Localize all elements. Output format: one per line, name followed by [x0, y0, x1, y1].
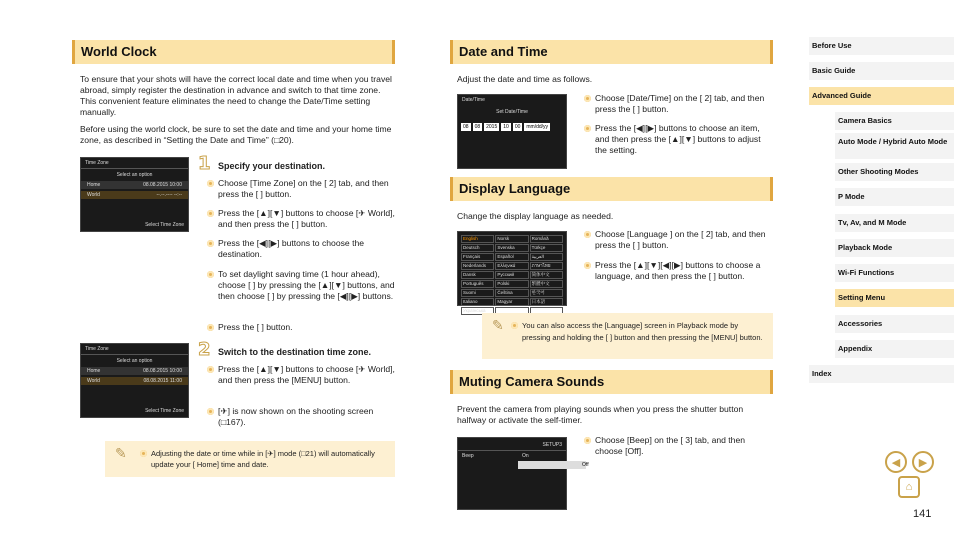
nav-item[interactable]: Wi-Fi Functions — [835, 264, 954, 282]
next-page-button[interactable]: ▶ — [912, 451, 934, 473]
language-option[interactable]: Українська — [461, 307, 494, 315]
language-option[interactable]: Magyar — [495, 298, 528, 306]
step-1-bullet: Press the [▲][▼] buttons to choose [✈ World], and then press the [ ] button. — [206, 208, 396, 230]
world-clock-intro-2: Before using the world clock, be sure to set the date and time and your home time zone, as described in “Setting the Date and Time” (□20). — [80, 124, 392, 145]
muting-intro: Prevent the camera from playing sounds when you press the shutter button halfway or activate the self-timer. — [457, 404, 744, 425]
nav-item[interactable]: P Mode — [835, 188, 954, 206]
screen-subtitle: Set Date/Time — [496, 109, 528, 115]
date-field: 2015 — [486, 124, 498, 130]
language-option[interactable]: Română — [530, 235, 563, 243]
nav-item[interactable]: Accessories — [835, 315, 954, 333]
home-row — [81, 367, 188, 375]
language-option[interactable]: Русский — [495, 271, 528, 279]
pencil-icon: ✎ — [492, 317, 504, 333]
language-option[interactable]: Ελληνικά — [495, 262, 528, 270]
language-option[interactable]: English — [461, 235, 494, 243]
screen-footer: Select Time Zone — [145, 222, 184, 228]
screen-title: Time Zone — [81, 344, 188, 355]
language-option[interactable]: 繁體中文 — [530, 280, 563, 288]
language-screen — [457, 231, 567, 313]
language-option[interactable]: Italiano — [461, 298, 494, 306]
note-text: Adjusting the date or time while in [✈] mode (□21) will automatically update your [ Home] time and date. — [139, 448, 389, 470]
language-option[interactable]: Suomi — [461, 289, 494, 297]
nav-item[interactable]: Auto Mode / Hybrid Auto Mode — [835, 133, 954, 159]
step-2-bullet: Press the [▲][▼] buttons to choose [✈ World], and then press the [MENU] button. — [206, 364, 396, 386]
time-zone-screen-2 — [80, 343, 189, 418]
language-option[interactable]: Português — [461, 280, 494, 288]
world-time: --.--.---- --:-- — [156, 192, 182, 198]
nav-item[interactable]: Appendix — [835, 340, 954, 358]
world-label: World — [87, 192, 100, 198]
date-field: 08 — [474, 124, 481, 130]
home-label: Home — [87, 182, 101, 188]
screen-title: Time Zone — [81, 158, 188, 169]
language-option[interactable]: 简体中文 — [530, 271, 563, 279]
date-field: 10 — [503, 124, 509, 130]
previous-page-button[interactable]: ◀ — [885, 451, 907, 473]
time-zone-screen-1 — [80, 157, 189, 232]
nav-item[interactable]: Setting Menu — [835, 289, 954, 307]
step-1-bullet: Choose [Time Zone] on the [ 2] tab, and then press the [ ] button. — [206, 178, 396, 200]
step-2-title: Switch to the destination time zone. — [218, 347, 372, 357]
date-time-heading: Date and Time — [450, 40, 773, 64]
screen-tab: SETUP3 — [458, 438, 566, 451]
beep-row — [458, 451, 566, 461]
screen-subtitle: Select an option — [116, 172, 153, 178]
language-option[interactable]: Norsk — [495, 235, 528, 243]
step-2-number-icon: 2 — [198, 339, 211, 360]
step-1-bullet: To set daylight saving time (1 hour ahead), choose [ ] by pressing the [▲][▼] buttons, and then choose [ ] by pressing the [◀][▶] buttons. — [206, 269, 396, 302]
world-label: World — [87, 378, 100, 384]
world-clock-note — [105, 441, 395, 477]
language-option[interactable]: Français — [461, 253, 494, 261]
world-row — [81, 191, 188, 199]
step-1-bullet: Press the [◀][▶] buttons to choose the destination. — [206, 238, 396, 260]
date-field: 08 — [463, 124, 469, 130]
screen-title: Date/Time — [462, 97, 485, 103]
beep-on: On — [522, 453, 529, 459]
page-number: 141 — [913, 508, 932, 520]
date-time-bullet: Choose [Date/Time] on the [ 2] tab, and then press the [ ] button. — [583, 93, 773, 115]
home-row — [81, 181, 188, 189]
date-time-screen — [457, 94, 567, 169]
date-field: mm/dd/yy — [526, 124, 549, 130]
language-bullet: Press the [▲][▼][◀][▶] buttons to choose a language, and then press the [ ] button. — [583, 260, 773, 282]
nav-item[interactable]: Tv, Av, and M Mode — [835, 214, 954, 232]
world-clock-heading: World Clock — [72, 40, 395, 64]
home-label: Home — [87, 368, 101, 374]
language-option[interactable]: Svenska — [495, 244, 528, 252]
pencil-icon: ✎ — [115, 445, 127, 461]
nav-item[interactable]: Advanced Guide — [809, 87, 954, 105]
nav-item[interactable]: Camera Basics — [835, 112, 954, 130]
language-option[interactable]: Deutsch — [461, 244, 494, 252]
note-text: You can also access the [Language] screen in Playback mode by pressing and holding the [ ] button and then pressing the [MENU] button. — [510, 320, 766, 344]
language-option[interactable]: Nederlands — [461, 262, 494, 270]
display-language-heading: Display Language — [450, 177, 773, 201]
step-1-bullet: Press the [ ] button. — [206, 322, 396, 333]
language-option[interactable]: Čeština — [495, 289, 528, 297]
display-language-intro: Change the display language as needed. — [457, 211, 614, 221]
world-time: 08.08.2015 11:00 — [143, 378, 182, 384]
date-field: 00 — [514, 124, 521, 130]
language-bullet: Choose [Language ] on the [ 2] tab, and then press the [ ] button. — [583, 229, 773, 251]
language-option[interactable]: Polski — [495, 280, 528, 288]
beep-off: Off — [518, 461, 586, 469]
date-fields — [458, 119, 566, 135]
language-option[interactable]: ภาษาไทย — [530, 262, 563, 270]
language-grid — [461, 235, 563, 315]
nav-item[interactable]: Playback Mode — [835, 239, 954, 257]
language-option[interactable]: Türkçe — [530, 244, 563, 252]
step-2-bullet: [✈] is now shown on the shooting screen (□167). — [206, 406, 396, 428]
language-option[interactable]: العربية — [530, 253, 563, 261]
nav-item[interactable]: Other Shooting Modes — [835, 163, 954, 181]
world-clock-intro: To ensure that your shots will have the correct local date and time when you travel abroad, simply register the destination in advance and switch to that time zone. This convenient feature eliminates the need to change the Date/Time setting manually. — [80, 74, 392, 117]
nav-item[interactable]: Before Use — [809, 37, 954, 55]
home-time: 08.08.2015 10:00 — [143, 182, 182, 188]
language-option[interactable]: Dansk — [461, 271, 494, 279]
nav-item[interactable]: Basic Guide — [809, 62, 954, 80]
nav-item[interactable]: Index — [809, 365, 954, 383]
language-note — [482, 313, 773, 359]
date-time-bullet: Press the [◀][▶] buttons to choose an item, and then press the [▲][▼] buttons to adjust the setting. — [583, 123, 773, 156]
beep-label: Beep — [462, 453, 474, 459]
screen-footer: Select Time Zone — [145, 408, 184, 414]
language-option[interactable]: 한국어 — [530, 289, 563, 297]
step-1-title: Specify your destination. — [218, 161, 326, 171]
home-time: 08.08.2015 10:00 — [143, 368, 182, 374]
step-1-number-icon: 1 — [198, 153, 211, 174]
muting-bullet: Choose [Beep] on the [ 3] tab, and then choose [Off]. — [583, 435, 773, 457]
muting-heading: Muting Camera Sounds — [450, 370, 773, 394]
date-time-intro: Adjust the date and time as follows. — [457, 74, 593, 84]
language-option[interactable]: Español — [495, 253, 528, 261]
beep-screen — [457, 437, 589, 510]
home-button[interactable]: ⌂ — [898, 476, 920, 498]
language-option[interactable]: 日本語 — [530, 298, 563, 306]
world-row — [81, 377, 188, 385]
screen-subtitle: Select an option — [116, 358, 153, 364]
